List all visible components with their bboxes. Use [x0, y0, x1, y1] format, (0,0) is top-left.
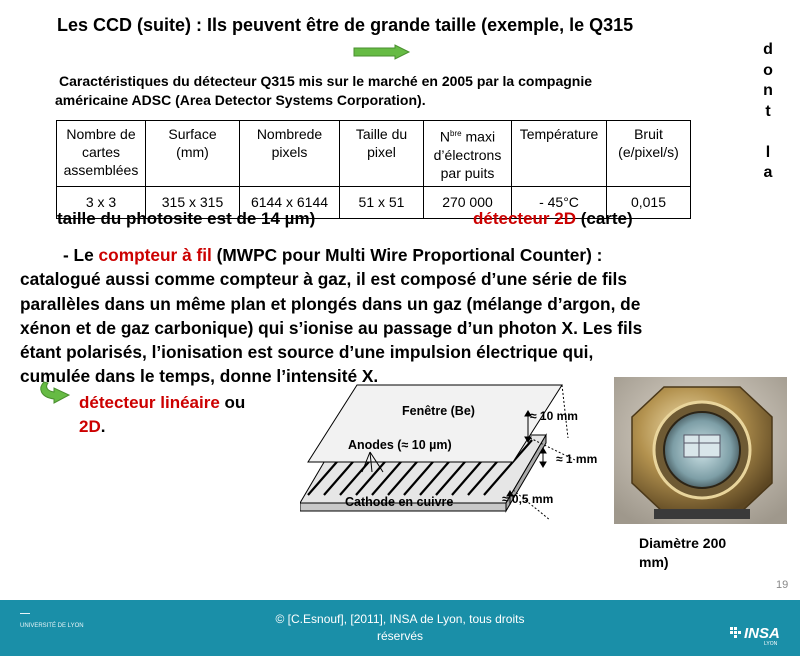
table-header: Nombre de cartes assemblées — [57, 121, 146, 187]
table-header-row — [57, 121, 691, 187]
caption-line: mm) — [639, 554, 669, 570]
table-header: Bruit (e/pixel/s) — [607, 121, 691, 187]
overlap-left: taille du photosite est de 14 µm) — [57, 209, 316, 228]
table-cell: 6144 x 6144 — [240, 186, 340, 218]
window-label: Fenêtre (Be) — [402, 404, 475, 418]
photo-caption — [639, 534, 726, 572]
paragraph-line: - Le compteur à fil (MWPC pour Multi Wire Proportional Counter) : — [63, 245, 603, 265]
detector-results — [79, 391, 245, 439]
table-header: Nombrede pixels — [240, 121, 340, 187]
detector-photo — [614, 377, 787, 524]
table-header: Température — [512, 121, 607, 187]
logo-mark-icon — [20, 613, 30, 619]
page-number: 19 — [776, 579, 789, 591]
paragraph-line: catalogué aussi comme compteur à gaz, il est composé d’une série de fils — [20, 269, 627, 290]
vertical-letter: n — [763, 82, 773, 99]
detector-2d-term: détecteur 2D — [473, 209, 576, 228]
table-cell: 270 000 — [424, 186, 512, 218]
table-header: Surface (mm) — [146, 121, 240, 187]
overlap-text — [57, 209, 697, 229]
cathode-label: Cathode en cuivre — [345, 495, 454, 509]
table-header: $N^{bre}$ maxi d’électrons par puits — [424, 121, 512, 187]
copyright-line: réservés — [376, 629, 423, 643]
overlap-right — [473, 209, 633, 229]
intro-line: Caractéristiques du détecteur Q315 mis sur le marché en 2005 par la compagnie — [59, 73, 593, 89]
vertical-letter: a — [763, 164, 773, 181]
dimension-10mm-label: ≈ 10 mm — [530, 409, 578, 423]
table-cell: 51 x 51 — [340, 186, 424, 218]
caption-line: Diamètre 200 — [639, 535, 727, 551]
vertical-letter: t — [765, 102, 771, 120]
copyright-line: © [C.Esnouf], [2011], INSA de Lyon, tous droits — [275, 612, 525, 626]
results-line: 2D. — [79, 417, 106, 436]
vertical-letter: l — [765, 143, 771, 161]
characteristics-intro — [55, 72, 592, 110]
mwpc-diagram — [300, 380, 610, 525]
paragraph-line: xénon et de gaz carbonique) qui s’ionise au passage d’un photon X. Les fils — [20, 317, 643, 338]
copyright-notice — [0, 611, 800, 645]
anodes-label: Anodes (≈ 10 µm) — [348, 438, 452, 452]
table-cell: 0,015 — [607, 186, 691, 218]
dimension-05mm-label: ≈ 0,5 mm — [502, 492, 554, 506]
linear-detector-term: détecteur linéaire — [79, 393, 220, 412]
mwpc-paragraph — [20, 243, 760, 389]
table-header: Taille du pixel — [340, 121, 424, 187]
dimension-1mm-label: ≈ 1 mm — [556, 452, 598, 466]
insa-sub-text: LYON — [764, 641, 778, 647]
vertical-letter: d — [763, 41, 773, 58]
table-cell: - 45°C — [512, 186, 607, 218]
wire-counter-term: compteur à fil — [98, 245, 212, 265]
spec-table — [56, 120, 691, 219]
paragraph-line: cumulée dans le temps, donne l’intensité X. — [20, 366, 379, 387]
table-cell: 315 x 315 — [146, 186, 240, 218]
intro-line: américaine ADSC (Area Detector Systems Corporation). — [55, 92, 426, 108]
overlap-right-rest: (carte) — [575, 209, 633, 228]
vertical-letter — [759, 122, 777, 143]
table-cell: 3 x 3 — [57, 186, 146, 218]
results-line: détecteur linéaire ou — [79, 393, 246, 412]
universite-lyon-logo: UNIVERSITÉ DE LYON — [20, 613, 84, 631]
slide-title: Les CCD (suite) : Ils peuvent être de grande taille (exemple, le Q315 — [57, 15, 634, 35]
vertical-letter: o — [763, 61, 773, 79]
insa-text: INSA — [744, 625, 780, 642]
paragraph-line: étant polarisés, l’ionisation est source d’une impulsion électrique qui, — [20, 342, 594, 363]
detector-2d-term: 2D — [79, 417, 101, 436]
curved-arrow-icon — [38, 380, 72, 406]
vertical-text — [759, 40, 777, 184]
paragraph-line: parallèles dans un même plan et plongés dans un gaz (mélange d’argon, de — [20, 293, 641, 314]
insa-mark-icon — [730, 627, 741, 638]
insa-logo — [728, 621, 788, 647]
green-arrow-icon — [353, 44, 411, 60]
